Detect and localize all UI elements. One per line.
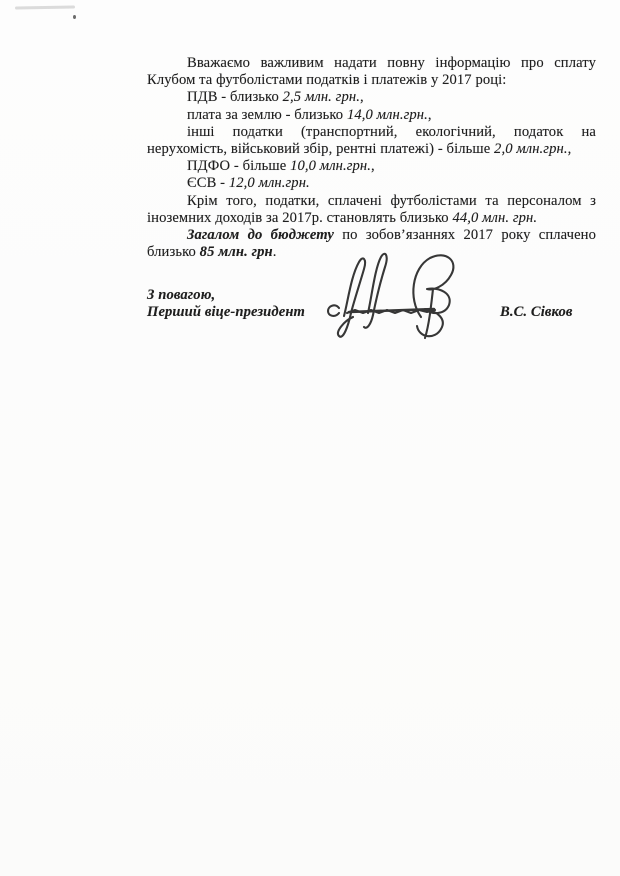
- list-line-pdv: [147, 89, 596, 106]
- text-run: по зобов’язаннях 2017 року сплачено: [333, 226, 596, 243]
- paragraph-line: [147, 210, 596, 227]
- emphasis-run: Загалом до бюджету: [187, 226, 334, 243]
- scan-artifact-streak: [15, 5, 75, 9]
- amount-value: 2,0 млн.грн.: [494, 140, 568, 157]
- text-run: ,: [371, 158, 375, 175]
- amount-value: 14,0 млн.грн.: [346, 106, 428, 123]
- signer-name: В.С. Сівков: [500, 304, 573, 321]
- list-line-esv: [147, 175, 596, 192]
- text-run: .: [272, 244, 277, 261]
- list-line-other: [147, 124, 596, 141]
- text-run: ,: [427, 106, 432, 123]
- text-run: інші податки (транспортний, екологічний, податок на: [187, 123, 596, 140]
- scan-artifact-dot: [73, 15, 76, 19]
- list-line-pdfo: [147, 158, 596, 175]
- text-run: ПДВ - близько: [187, 89, 283, 106]
- text-run: Клубом та футболістами податків і платежів у 2017 році:: [147, 72, 507, 89]
- list-line-other-cont: [147, 141, 596, 158]
- text-run: плата за землю - близько: [187, 106, 347, 123]
- text-run: іноземних доходів за 2017р. становлять близько: [147, 209, 453, 226]
- text-run: ЄСВ -: [187, 175, 229, 192]
- text-run: ,: [359, 89, 364, 106]
- paragraph-line: [147, 55, 596, 72]
- paragraph-line: [147, 193, 596, 210]
- signer-title: Перший віце-президент: [147, 304, 305, 321]
- list-line-land: [147, 107, 596, 124]
- text-run: З повагою,: [147, 287, 216, 304]
- amount-value: 10,0 млн.грн.: [290, 158, 372, 175]
- paragraph-line: [147, 72, 596, 89]
- text-run: ,: [567, 140, 572, 157]
- amount-value: 44,0 млн. грн.: [452, 209, 538, 226]
- text-run: нерухомість, військовий збір, рентні платежі) - більше: [147, 140, 495, 157]
- text-run: ПДФО - більше: [187, 158, 291, 175]
- amount-value: 12,0 млн.грн.: [228, 175, 310, 192]
- amount-value: 85 млн. грн: [199, 244, 273, 261]
- total-line: [147, 227, 596, 244]
- text-run: близько: [147, 244, 200, 261]
- text-run: Крім того, податки, сплачені футболістами та персоналом з: [187, 192, 596, 209]
- text-run: Вважаємо важливим надати повну інформацію про сплату: [187, 55, 596, 71]
- signature: [320, 249, 472, 346]
- amount-value: 2,5 млн. грн.: [282, 89, 360, 106]
